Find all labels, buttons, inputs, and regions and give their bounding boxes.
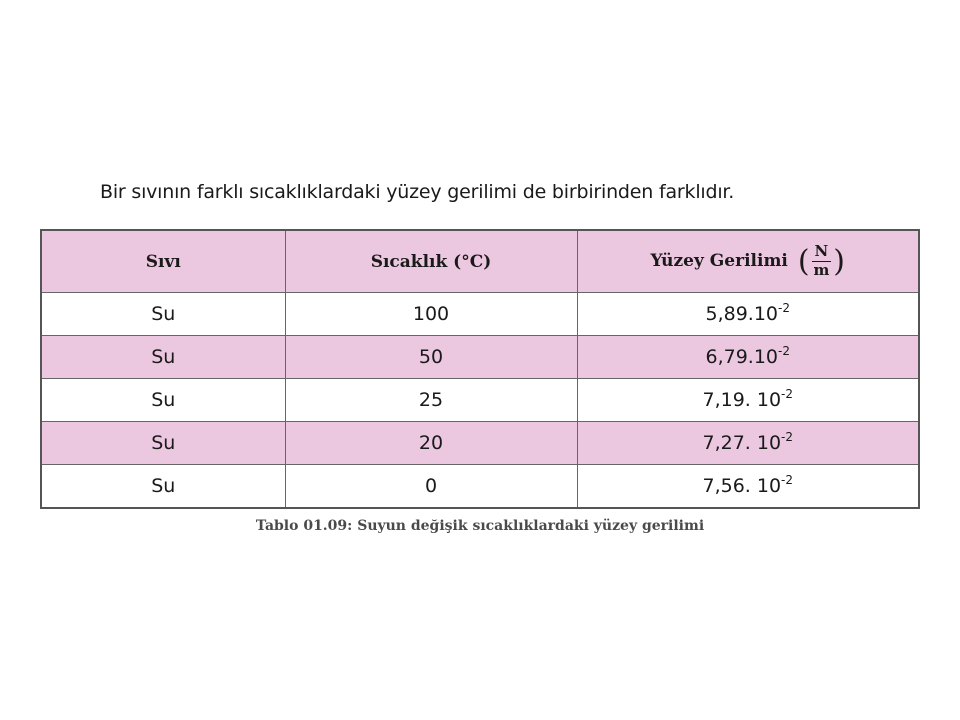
- cell-liquid: Su: [41, 379, 285, 422]
- table-row: [41, 422, 919, 465]
- cell-surface-tension: [577, 379, 919, 422]
- tension-exponent: -2: [781, 430, 794, 444]
- header-liquid: Sıvı: [41, 230, 285, 293]
- tension-base: 7,19. 10: [702, 389, 782, 411]
- tension-base: 6,79.10: [705, 346, 779, 368]
- surface-tension-table: [40, 229, 920, 509]
- table-row: [41, 465, 919, 509]
- unit-numerator: N: [812, 244, 832, 262]
- header-surface-tension: [577, 230, 919, 293]
- cell-temperature: 20: [285, 422, 577, 465]
- table-row: [41, 379, 919, 422]
- cell-surface-tension: [577, 336, 919, 379]
- cell-liquid: Su: [41, 422, 285, 465]
- tension-exponent: -2: [778, 301, 790, 315]
- header-temperature: Sıcaklık (°C): [285, 230, 577, 293]
- table-header-row: [41, 230, 919, 293]
- cell-liquid: Su: [41, 293, 285, 336]
- unit-fraction: [798, 244, 845, 279]
- cell-liquid: Su: [41, 336, 285, 379]
- intro-paragraph: Bir sıvının farklı sıcaklıklardaki yüzey gerilimi de birbirinden farklıdır.: [100, 181, 735, 203]
- table-row: [41, 293, 919, 336]
- cell-temperature: 50: [285, 336, 577, 379]
- tension-base: 5,89.10: [705, 303, 779, 325]
- table-row: [41, 336, 919, 379]
- tension-exponent: -2: [781, 473, 794, 487]
- tension-exponent: -2: [778, 344, 790, 358]
- fraction: [812, 244, 832, 279]
- cell-liquid: Su: [41, 465, 285, 509]
- cell-temperature: 100: [285, 293, 577, 336]
- cell-temperature: 25: [285, 379, 577, 422]
- table-caption: Tablo 01.09: Suyun değişik sıcaklıklardaki yüzey gerilimi: [255, 518, 705, 534]
- cell-temperature: 0: [285, 465, 577, 509]
- cell-surface-tension: [577, 293, 919, 336]
- left-paren-glyph: (: [797, 243, 810, 279]
- cell-surface-tension: [577, 422, 919, 465]
- right-paren-glyph: ): [833, 243, 845, 279]
- header-surface-tension-label: Yüzey Gerilimi: [650, 251, 788, 271]
- surface-tension-table-container: [40, 229, 918, 509]
- unit-denominator: m: [813, 261, 830, 279]
- cell-surface-tension: [577, 465, 919, 509]
- tension-base: 7,56. 10: [702, 475, 782, 497]
- tension-exponent: -2: [781, 387, 794, 401]
- tension-base: 7,27. 10: [702, 432, 782, 454]
